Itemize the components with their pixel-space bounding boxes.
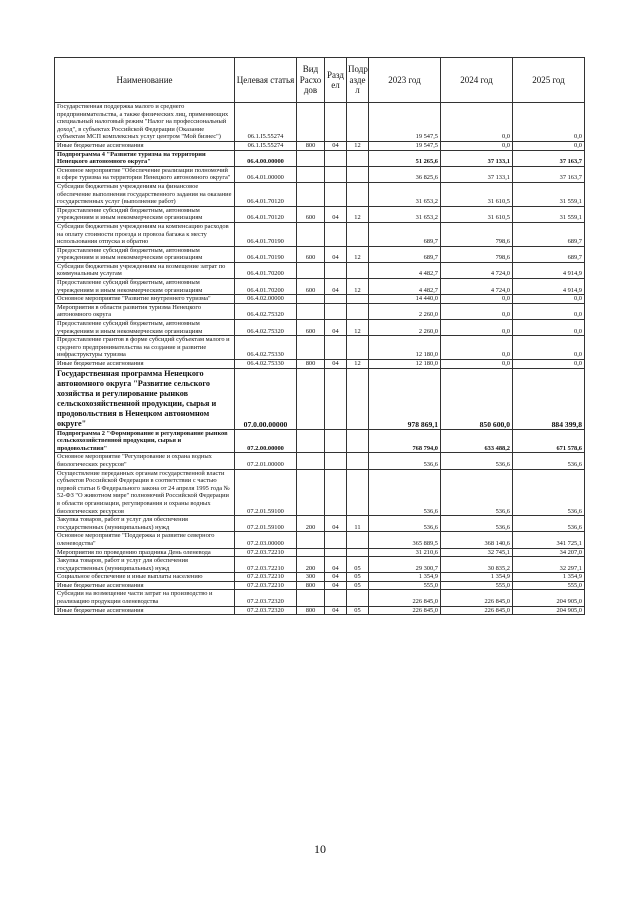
- header-subsection: Подр азде л: [347, 58, 369, 103]
- cell-year-2023: 36 825,6: [369, 166, 441, 182]
- cell-year-2024: 226 845,0: [441, 590, 513, 606]
- table-row: [55, 336, 585, 360]
- cell-year-2025: 204 905,0: [513, 590, 585, 606]
- table-row: [55, 590, 585, 606]
- cell-year-2025: 31 559,1: [513, 182, 585, 206]
- cell-section: 04: [325, 206, 347, 222]
- cell-year-2024: 31 610,5: [441, 182, 513, 206]
- cell-expense-type: 200: [297, 557, 325, 573]
- cell-subsection: [347, 262, 369, 278]
- cell-year-2024: 0,0: [441, 295, 513, 304]
- cell-year-2025: 0,0: [513, 360, 585, 369]
- cell-expense-type: 800: [297, 360, 325, 369]
- header-target-article: Целевая статья: [235, 58, 297, 103]
- header-year-2024: 2024 год: [441, 58, 513, 103]
- cell-target-article: 06.4.01.70200: [235, 279, 297, 295]
- cell-year-2023: 31 210,6: [369, 548, 441, 557]
- cell-name: Предоставление субсидий бюджетным, автономным учреждениям и иным некоммерческим организациям: [55, 320, 235, 336]
- cell-target-article: 07.2.03.72320: [235, 590, 297, 606]
- cell-subsection: [347, 469, 369, 516]
- cell-year-2025: 536,6: [513, 453, 585, 469]
- table-row: [55, 516, 585, 532]
- cell-name: Иные бюджетные ассигнования: [55, 141, 235, 150]
- cell-year-2023: 768 794,0: [369, 429, 441, 453]
- cell-name: Осуществление переданных органам государственной власти субъектов Российской Федерации в соответствии с частью первой статьи 6 Федерального закона от 24 апреля 1995 года № 52-ФЗ "О животном мире" полномочий Российской Федерации в области организации, регулирования и охраны водных биологических ресурсов: [55, 469, 235, 516]
- table-row: [55, 606, 585, 615]
- cell-section: [325, 453, 347, 469]
- cell-section: [325, 303, 347, 319]
- cell-target-article: 07.2.03.72210: [235, 581, 297, 590]
- cell-year-2023: 51 265,6: [369, 150, 441, 166]
- cell-subsection: 12: [347, 360, 369, 369]
- cell-year-2024: 798,6: [441, 246, 513, 262]
- cell-expense-type: [297, 182, 325, 206]
- cell-name: Закупка товаров, работ и услуг для обеспечения государственных (муниципальных) нужд: [55, 516, 235, 532]
- cell-target-article: 07.0.00.00000: [235, 368, 297, 429]
- cell-section: [325, 368, 347, 429]
- cell-expense-type: [297, 429, 325, 453]
- cell-target-article: 06.4.02.75320: [235, 303, 297, 319]
- cell-subsection: [347, 295, 369, 304]
- header-year-2023: 2023 год: [369, 58, 441, 103]
- cell-year-2024: 30 835,2: [441, 557, 513, 573]
- cell-subsection: [347, 103, 369, 142]
- table-body: [55, 103, 585, 615]
- cell-subsection: [347, 590, 369, 606]
- cell-expense-type: [297, 303, 325, 319]
- cell-year-2025: 31 559,1: [513, 206, 585, 222]
- cell-subsection: 05: [347, 581, 369, 590]
- cell-year-2025: 0,0: [513, 303, 585, 319]
- cell-name: Субсидии на возмещение части затрат на производство и реализацию продукции оленеводства: [55, 590, 235, 606]
- cell-target-article: 06.4.02.75330: [235, 336, 297, 360]
- cell-section: 04: [325, 581, 347, 590]
- cell-target-article: 06.4.02.75330: [235, 360, 297, 369]
- cell-year-2024: 536,6: [441, 453, 513, 469]
- cell-year-2025: 204 905,0: [513, 606, 585, 615]
- cell-section: 04: [325, 360, 347, 369]
- cell-section: [325, 469, 347, 516]
- cell-expense-type: 800: [297, 606, 325, 615]
- cell-year-2025: 32 297,1: [513, 557, 585, 573]
- table-row: [55, 469, 585, 516]
- cell-expense-type: 600: [297, 246, 325, 262]
- cell-name: Государственная поддержка малого и среднего предпринимательства, а также физических лиц, применяющих специальный налоговый режим "Налог на профессиональный доход", в субъектах Российской Федерации (Оказание субъектам МСП комплексных услуг центром "Мой бизнес"): [55, 103, 235, 142]
- cell-year-2024: 0,0: [441, 336, 513, 360]
- cell-subsection: [347, 336, 369, 360]
- cell-section: 04: [325, 557, 347, 573]
- cell-year-2025: 884 399,8: [513, 368, 585, 429]
- cell-year-2024: 850 600,0: [441, 368, 513, 429]
- cell-expense-type: 600: [297, 279, 325, 295]
- cell-section: 04: [325, 141, 347, 150]
- cell-year-2025: 4 914,9: [513, 262, 585, 278]
- table-row: [55, 453, 585, 469]
- cell-expense-type: [297, 590, 325, 606]
- table-row: [55, 141, 585, 150]
- cell-target-article: 06.4.01.70200: [235, 262, 297, 278]
- cell-expense-type: 600: [297, 206, 325, 222]
- cell-section: [325, 262, 347, 278]
- cell-year-2025: 0,0: [513, 336, 585, 360]
- cell-year-2025: 0,0: [513, 103, 585, 142]
- cell-name: Предоставление субсидий бюджетным, автономным учреждениям и иным некоммерческим организациям: [55, 206, 235, 222]
- cell-year-2024: 4 724,0: [441, 262, 513, 278]
- cell-year-2024: 1 354,9: [441, 573, 513, 582]
- cell-year-2024: 4 724,0: [441, 279, 513, 295]
- cell-expense-type: 800: [297, 141, 325, 150]
- table-row: [55, 320, 585, 336]
- cell-year-2023: 12 180,0: [369, 360, 441, 369]
- cell-year-2023: 689,7: [369, 222, 441, 246]
- cell-subsection: [347, 303, 369, 319]
- header-section: Разд ел: [325, 58, 347, 103]
- cell-name: Субсидии бюджетным учреждениям на компенсацию расходов на оплату стоимости проезда и провоза багажа к месту использования отпуска и обратно: [55, 222, 235, 246]
- cell-expense-type: 600: [297, 320, 325, 336]
- cell-year-2025: 0,0: [513, 320, 585, 336]
- cell-year-2024: 226 845,0: [441, 606, 513, 615]
- cell-year-2024: 368 140,6: [441, 532, 513, 548]
- cell-target-article: 07.2.03.72210: [235, 573, 297, 582]
- table-row: [55, 279, 585, 295]
- cell-expense-type: [297, 262, 325, 278]
- cell-year-2025: 555,0: [513, 581, 585, 590]
- cell-year-2023: 536,6: [369, 453, 441, 469]
- cell-year-2024: 798,6: [441, 222, 513, 246]
- cell-section: [325, 532, 347, 548]
- cell-year-2023: 536,6: [369, 469, 441, 516]
- table-row: [55, 368, 585, 429]
- cell-name: Предоставление грантов в форме субсидий субъектам малого и среднего предпринимательства на создание и развитие инфраструктуры туризма: [55, 336, 235, 360]
- cell-name: Мероприятия в области развития туризма Ненецкого автономного округа: [55, 303, 235, 319]
- cell-section: [325, 336, 347, 360]
- cell-target-article: 07.2.03.72320: [235, 606, 297, 615]
- cell-name: Субсидии бюджетным учреждениям на возмещение затрат по коммунальным услугам: [55, 262, 235, 278]
- table-row: [55, 103, 585, 142]
- cell-expense-type: [297, 166, 325, 182]
- cell-target-article: 06.4.01.70120: [235, 206, 297, 222]
- cell-expense-type: [297, 368, 325, 429]
- cell-subsection: [347, 532, 369, 548]
- cell-year-2023: 31 653,2: [369, 206, 441, 222]
- cell-year-2023: 4 482,7: [369, 279, 441, 295]
- cell-year-2024: 0,0: [441, 360, 513, 369]
- cell-expense-type: [297, 336, 325, 360]
- cell-year-2024: 0,0: [441, 141, 513, 150]
- cell-name: Основное мероприятие "Поддержка и развитие северного оленеводства": [55, 532, 235, 548]
- header-expense-type: Вид Расхо дов: [297, 58, 325, 103]
- cell-target-article: 06.4.01.70190: [235, 246, 297, 262]
- cell-target-article: 06.4.00.00000: [235, 150, 297, 166]
- cell-section: 04: [325, 320, 347, 336]
- cell-year-2025: 1 354,9: [513, 573, 585, 582]
- cell-target-article: 07.2.01.59100: [235, 516, 297, 532]
- cell-year-2025: 0,0: [513, 295, 585, 304]
- cell-year-2023: 226 845,0: [369, 606, 441, 615]
- cell-subsection: [347, 222, 369, 246]
- cell-name: Иные бюджетные ассигнования: [55, 606, 235, 615]
- cell-target-article: 06.4.01.70190: [235, 222, 297, 246]
- cell-year-2023: 226 845,0: [369, 590, 441, 606]
- cell-year-2023: 689,7: [369, 246, 441, 262]
- cell-target-article: 06.4.01.00000: [235, 166, 297, 182]
- table-row: [55, 182, 585, 206]
- cell-name: Иные бюджетные ассигнования: [55, 360, 235, 369]
- cell-subsection: 12: [347, 320, 369, 336]
- table-row: [55, 360, 585, 369]
- budget-table: [54, 57, 585, 615]
- header-name: Наименование: [55, 58, 235, 103]
- cell-year-2025: 37 163,7: [513, 150, 585, 166]
- cell-year-2023: 19 547,5: [369, 103, 441, 142]
- cell-year-2023: 12 180,0: [369, 336, 441, 360]
- cell-expense-type: 800: [297, 581, 325, 590]
- cell-subsection: [347, 166, 369, 182]
- cell-subsection: 12: [347, 246, 369, 262]
- cell-name: Основное мероприятие "Развитие внутреннего туризма": [55, 295, 235, 304]
- cell-name: Иные бюджетные ассигнования: [55, 581, 235, 590]
- cell-section: 04: [325, 606, 347, 615]
- table-row: [55, 246, 585, 262]
- cell-subsection: 05: [347, 573, 369, 582]
- cell-subsection: 05: [347, 557, 369, 573]
- cell-target-article: 06.4.02.75320: [235, 320, 297, 336]
- cell-year-2023: 31 653,2: [369, 182, 441, 206]
- cell-year-2023: 29 300,7: [369, 557, 441, 573]
- cell-target-article: 07.2.00.00000: [235, 429, 297, 453]
- cell-target-article: 07.2.03.72210: [235, 548, 297, 557]
- cell-subsection: 12: [347, 141, 369, 150]
- cell-target-article: 06.4.01.70120: [235, 182, 297, 206]
- cell-year-2023: 14 440,0: [369, 295, 441, 304]
- cell-name: Закупка товаров, работ и услуг для обеспечения государственных (муниципальных) нужд: [55, 557, 235, 573]
- cell-year-2025: 689,7: [513, 222, 585, 246]
- cell-target-article: 07.2.03.72210: [235, 557, 297, 573]
- table-row: [55, 573, 585, 582]
- cell-year-2023: 978 869,1: [369, 368, 441, 429]
- cell-expense-type: [297, 222, 325, 246]
- cell-target-article: 06.1.I5.55274: [235, 141, 297, 150]
- cell-year-2024: 37 133,1: [441, 166, 513, 182]
- cell-section: [325, 548, 347, 557]
- cell-name: Государственная программа Ненецкого автономного округа "Развитие сельского хозяйства и регулирование рынков сельскохозяйственной продукции, сырья и продовольствия в Ненецком автономном округе": [55, 368, 235, 429]
- cell-year-2025: 37 163,7: [513, 166, 585, 182]
- cell-subsection: 12: [347, 279, 369, 295]
- cell-year-2023: 1 354,9: [369, 573, 441, 582]
- cell-year-2023: 19 547,5: [369, 141, 441, 150]
- cell-expense-type: [297, 469, 325, 516]
- cell-year-2023: 365 889,5: [369, 532, 441, 548]
- cell-year-2024: 0,0: [441, 103, 513, 142]
- cell-expense-type: [297, 532, 325, 548]
- cell-year-2025: 536,6: [513, 469, 585, 516]
- cell-year-2024: 0,0: [441, 320, 513, 336]
- cell-year-2024: 536,6: [441, 516, 513, 532]
- table-row: [55, 548, 585, 557]
- cell-expense-type: [297, 150, 325, 166]
- cell-subsection: 12: [347, 206, 369, 222]
- cell-expense-type: 300: [297, 573, 325, 582]
- cell-name: Подпрограмма 2 "Формирование и регулирование рынков сельскохозяйственной продукции, сырья и продовольствия": [55, 429, 235, 453]
- cell-name: Социальное обеспечение и иные выплаты населению: [55, 573, 235, 582]
- cell-subsection: [347, 368, 369, 429]
- cell-year-2025: 4 914,9: [513, 279, 585, 295]
- table-row: [55, 206, 585, 222]
- cell-section: 04: [325, 279, 347, 295]
- cell-year-2023: 555,0: [369, 581, 441, 590]
- cell-section: 04: [325, 246, 347, 262]
- cell-year-2025: 536,6: [513, 516, 585, 532]
- cell-year-2025: 341 725,1: [513, 532, 585, 548]
- cell-target-article: 06.4.02.00000: [235, 295, 297, 304]
- table-row: [55, 262, 585, 278]
- cell-target-article: 06.1.I5.55274: [235, 103, 297, 142]
- cell-year-2023: 2 260,0: [369, 320, 441, 336]
- cell-year-2025: 0,0: [513, 141, 585, 150]
- cell-name: Субсидии бюджетным учреждениям на финансовое обеспечение выполнения государственного задания на оказание государственных услуг (выполнение работ): [55, 182, 235, 206]
- cell-name: Основное мероприятие "Обеспечение реализации полномочий в сфере туризма на территории Ненецкого автономного округа": [55, 166, 235, 182]
- cell-year-2023: 4 482,7: [369, 262, 441, 278]
- cell-name: Основное мероприятие "Регулирование и охрана водных биологических ресурсов": [55, 453, 235, 469]
- cell-target-article: 07.2.03.00000: [235, 532, 297, 548]
- cell-year-2025: 671 578,6: [513, 429, 585, 453]
- cell-year-2025: 34 207,0: [513, 548, 585, 557]
- table-row: [55, 150, 585, 166]
- cell-expense-type: [297, 453, 325, 469]
- cell-year-2024: 32 745,1: [441, 548, 513, 557]
- cell-name: Предоставление субсидий бюджетным, автономным учреждениям и иным некоммерческим организациям: [55, 279, 235, 295]
- cell-section: 04: [325, 516, 347, 532]
- cell-name: Подпрограмма 4 "Развитие туризма на территории Ненецкого автономного округа": [55, 150, 235, 166]
- cell-expense-type: [297, 103, 325, 142]
- cell-section: [325, 222, 347, 246]
- page-number: 10: [314, 842, 326, 856]
- cell-year-2025: 689,7: [513, 246, 585, 262]
- cell-name: Предоставление субсидий бюджетным, автономным учреждениям и иным некоммерческим организациям: [55, 246, 235, 262]
- cell-subsection: 11: [347, 516, 369, 532]
- cell-section: [325, 182, 347, 206]
- cell-year-2024: 31 610,5: [441, 206, 513, 222]
- cell-target-article: 07.2.01.59100: [235, 469, 297, 516]
- cell-name: Мероприятия по проведению праздника День оленевода: [55, 548, 235, 557]
- cell-section: 04: [325, 573, 347, 582]
- cell-section: [325, 590, 347, 606]
- table-row: [55, 581, 585, 590]
- cell-section: [325, 103, 347, 142]
- cell-section: [325, 166, 347, 182]
- cell-section: [325, 295, 347, 304]
- cell-target-article: 07.2.01.00000: [235, 453, 297, 469]
- table-row: [55, 295, 585, 304]
- cell-subsection: [347, 548, 369, 557]
- cell-expense-type: 200: [297, 516, 325, 532]
- cell-year-2024: 37 133,1: [441, 150, 513, 166]
- cell-section: [325, 150, 347, 166]
- cell-year-2024: 0,0: [441, 303, 513, 319]
- table-row: [55, 222, 585, 246]
- cell-year-2023: 2 260,0: [369, 303, 441, 319]
- table-row: [55, 532, 585, 548]
- cell-year-2024: 555,0: [441, 581, 513, 590]
- cell-subsection: [347, 182, 369, 206]
- cell-subsection: [347, 453, 369, 469]
- cell-year-2023: 536,6: [369, 516, 441, 532]
- cell-year-2024: 633 488,2: [441, 429, 513, 453]
- table-row: [55, 429, 585, 453]
- cell-year-2024: 536,6: [441, 469, 513, 516]
- header-year-2025: 2025 год: [513, 58, 585, 103]
- table-row: [55, 303, 585, 319]
- cell-expense-type: [297, 295, 325, 304]
- cell-section: [325, 429, 347, 453]
- cell-subsection: [347, 429, 369, 453]
- cell-subsection: [347, 150, 369, 166]
- cell-subsection: 05: [347, 606, 369, 615]
- table-row: [55, 166, 585, 182]
- table-row: [55, 557, 585, 573]
- table-header-row: [55, 58, 585, 103]
- cell-expense-type: [297, 548, 325, 557]
